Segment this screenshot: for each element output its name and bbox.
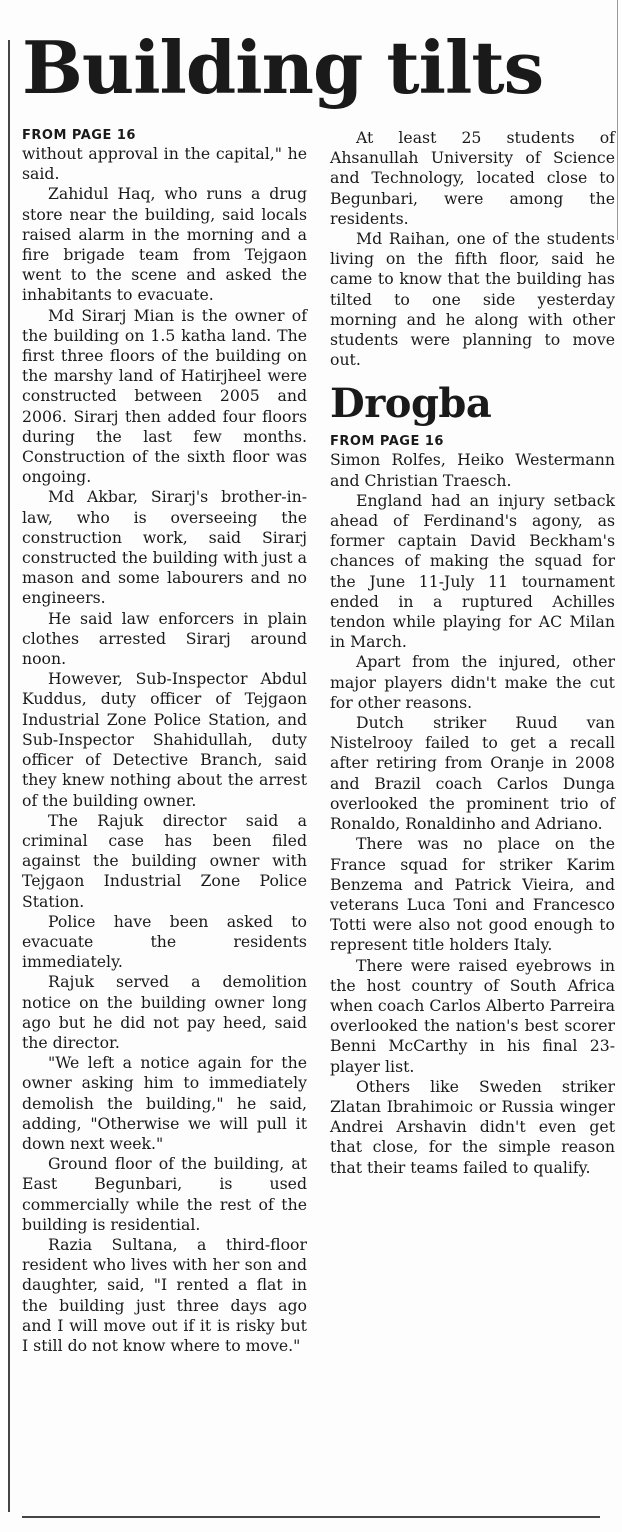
- right-column-rule: [617, 0, 618, 240]
- building-article-column: [22, 128, 307, 1356]
- building-paragraph: At least 25 students of Ahsanullah University of Science and Technology, located close to Begunbari, were among the residents.: [330, 128, 615, 228]
- building-paragraph: Zahidul Haq, who runs a drug store near the building, said locals raised alarm in the morning and a fire brigade team from Tejgaon went to the scene and asked the inhabitants to evacuate.: [22, 184, 307, 305]
- bottom-rule: [22, 1516, 600, 1518]
- building-paragraph: However, Sub-Inspector Abdul Kuddus, duty officer of Tejgaon Industrial Zone Police Station, and Sub-Inspector Shahidullah, duty officer of Detective Branch, said they knew nothing about the arrest of the building owner.: [22, 669, 307, 810]
- right-column: [330, 128, 615, 1178]
- building-paragraph: Rajuk served a demolition notice on the building owner long ago but he did not pay heed, said the director.: [22, 972, 307, 1052]
- drogba-from-page: FROM PAGE 16: [330, 434, 444, 450]
- building-paragraph: Md Raihan, one of the students living on the fifth floor, said he came to know that the building has tilted to one side yesterday morning and he along with other students were planning to move out.: [330, 229, 615, 370]
- headline: Building tilts: [22, 25, 544, 110]
- drogba-paragraph: There were raised eyebrows in the host country of South Africa when coach Carlos Alberto Parreira overlooked the nation's best scorer Benni McCarthy in his final 23-player list.: [330, 955, 615, 1076]
- building-paragraph: without approval in the capital," he said.: [22, 144, 307, 184]
- building-paragraph: "We left a notice again for the owner asking him to immediately demolish the building," he said, adding, "Otherwise we will pull it down next week.": [22, 1053, 307, 1153]
- building-from-page: FROM PAGE 16: [22, 128, 136, 143]
- building-paragraph: The Rajuk director said a criminal case has been filed against the building owner with Tejgaon Industrial Zone Police Station.: [22, 810, 307, 911]
- building-paragraph: Ground floor of the building, at East Begunbari, is used commercially while the rest of the building is residential.: [22, 1154, 307, 1234]
- drogba-paragraph: There was no place on the France squad for striker Karim Benzema and Patrick Vieira, and veterans Luca Toni and Francesco Totti were also not good enough to represent title holders Italy.: [330, 834, 615, 955]
- building-paragraph: Police have been asked to evacuate the residents immediately.: [22, 911, 307, 972]
- drogba-paragraph: Others like Sweden striker Zlatan Ibrahimoic or Russia winger Andrei Arshavin didn't even get that close, for the simple reason that their teams failed to qualify.: [330, 1076, 615, 1177]
- drogba-subhead: Drogba: [330, 380, 492, 428]
- building-paragraph: He said law enforcers in plain clothes arrested Sirarj around noon.: [22, 608, 307, 669]
- drogba-paragraph: England had an injury setback ahead of Ferdinand's agony, as former captain David Beckham's chances of making the squad for the June 11-July 11 tournament ended in a ruptured Achilles tendon while playing for AC Milan in March.: [330, 490, 615, 652]
- left-column-rule: [8, 40, 10, 1512]
- drogba-paragraph: Apart from the injured, other major players didn't make the cut for other reasons.: [330, 652, 615, 712]
- drogba-paragraph: Simon Rolfes, Heiko Westermann and Christian Traesch.: [330, 450, 615, 490]
- building-paragraph: Md Akbar, Sirarj's brother-in-law, who is overseeing the construction work, said Sirarj constructed the building with just a mason and some labourers and no engineers.: [22, 487, 307, 608]
- building-paragraph: Md Sirarj Mian is the owner of the building on 1.5 katha land. The first three floors of the building on the marshy land of Hatirjheel were constructed between 2005 and 2006. Sirarj then added four floors during the last few months. Construction of the sixth floor was ongoing.: [22, 305, 307, 487]
- drogba-paragraph: Dutch striker Ruud van Nistelrooy failed to get a recall after retiring from Oranje in 2008 and Brazil coach Carlos Dunga overlooked the prominent trio of Ronaldo, Ronaldinho and Adriano.: [330, 713, 615, 834]
- building-paragraph: Razia Sultana, a third-floor resident who lives with her son and daughter, said, "I rented a flat in the building just three days ago and I will move out if it is risky but I still do not know where to move.": [22, 1234, 307, 1355]
